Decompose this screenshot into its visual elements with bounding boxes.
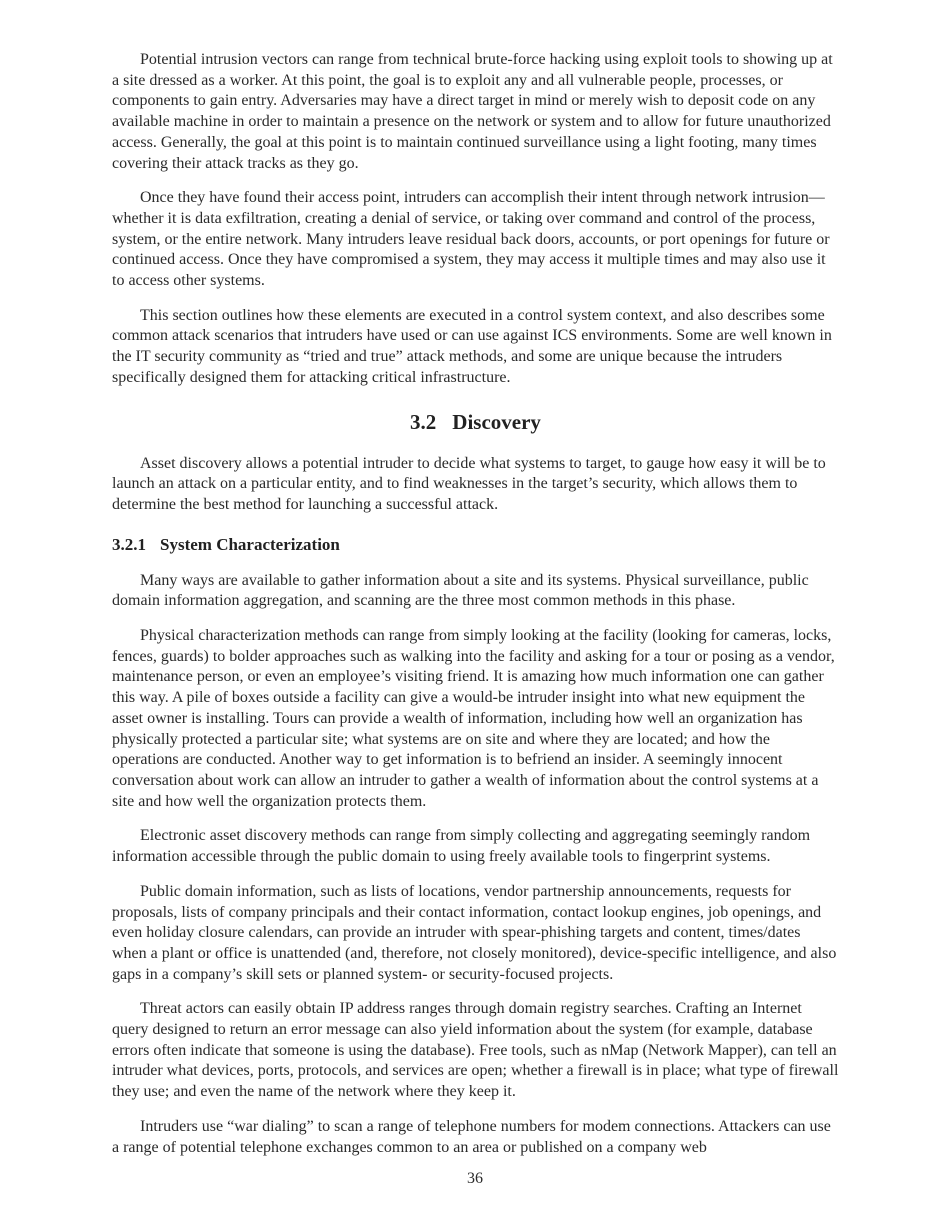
body-paragraph: Intruders use “war dialing” to scan a range of telephone numbers for modem connections. Attackers can use a range of potential telephone exchanges common to an area or published on a company web [112,1117,831,1156]
document-page [112,50,839,1158]
body-paragraph: Many ways are available to gather information about a site and its systems. Physical surveillance, public domain information aggregation, and scanning are the three most common methods in this phase. [112,571,809,610]
section-title: Discovery [452,409,541,434]
body-paragraph: Electronic asset discovery methods can range from simply collecting and aggregating seemingly random information accessible through the public domain to using freely available tools to fingerprint systems. [112,827,811,866]
section-intro-paragraph: Asset discovery allows a potential intruder to decide what systems to target, to gauge how easy it will be to launch an attack on a particular entity, and to find weaknesses in the target’s security, which allows them to determine the best method for launching a successful attack. [112,454,826,513]
page-number: 36 [467,1170,483,1187]
subsection-number: 3.2.1 [112,534,146,554]
body-paragraph: Physical characterization methods can range from simply looking at the facility (looking for cameras, locks, fences, guards) to bolder approaches such as walking into the facility and asking for a tour or posing as a vendor, maintenance person, or even an employee’s visiting friend. It is amazing how much information one can gather this way. A pile of boxes outside a facility can give a would-be intruder insight into what new equipment the asset owner is installing. Tours can provide a wealth of information, including how well an organization has physically protected a particular site; what systems are on site and where they are located; and how the operations are conducted. Another way to get information is to befriend an insider. A seemingly innocent conversation about work can allow an intruder to gather a wealth of information about the control systems at a site and how well the organization protects them. [112,627,835,810]
section-number: 3.2 [410,409,437,434]
subsection-title: System Characterization [160,534,340,554]
subsection-heading [112,534,839,556]
intro-paragraph: Potential intrusion vectors can range from technical brute-force hacking using exploit tools to showing up at a site dressed as a worker. At this point, the goal is to exploit any and all vulnerable people, processes, or components to gain entry. Adversaries may have a direct target in mind or merely wish to deposit code on any available machine in order to maintain a presence on the network or system and to allow for future unauthorized access. Generally, the goal at this point is to maintain continued surveillance using a light footing, many times covering their attack tracks as they go. [112,51,833,172]
intro-paragraph: Once they have found their access point, intruders can accomplish their intent through network intrusion—whether it is data exfiltration, creating a denial of service, or taking over command and control of the process, system, or the entire network. Many intruders leave residual back doors, accounts, or port openings for future or continued access. Once they have compromised a system, they may access it multiple times and may also use it to access other systems. [112,189,830,290]
intro-paragraph: This section outlines how these elements are executed in a control system context, and also describes some common attack scenarios that intruders have used or can use against ICS environments. Some are well known in the IT security community as “tried and true” attack methods, and some are unique because the intruders specifically designed them for attacking critical infrastructure. [112,306,832,386]
section-heading [112,409,839,435]
body-paragraph: Threat actors can easily obtain IP address ranges through domain registry searches. Crafting an Internet query designed to return an error message can also yield information about the system (for example, database errors often indicate that someone is using the database). Free tools, such as nMap (Network Mapper), can tell an intruder what devices, ports, protocols, and services are open; whether a firewall is in place; what type of firewall they use; and even the name of the network where they keep it. [112,1000,839,1101]
body-paragraph: Public domain information, such as lists of locations, vendor partnership announcements, requests for proposals, lists of company principals and their contact information, contact lookup engines, job openings, and even holiday closure calendars, can provide an intruder with spear-phishing targets and content, times/dates when a plant or office is unattended (and, therefore, not closely monitored), device-specific intelligence, and also gaps in a company’s skill sets or planned system- or security-focused projects. [112,882,837,983]
